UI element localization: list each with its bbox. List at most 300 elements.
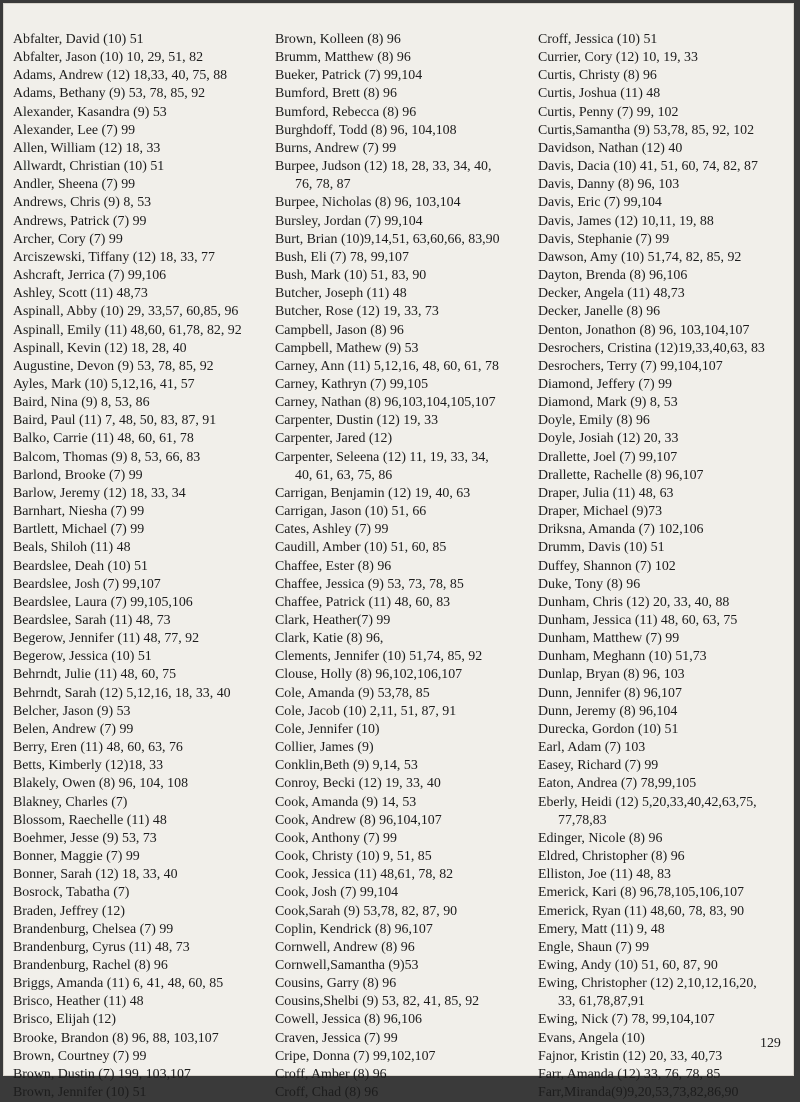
- index-entry-text: Curtis, Joshua (11) 48: [538, 86, 661, 102]
- index-entry: [13, 939, 268, 957]
- index-entry-text: Currier, Cory (12) 10, 19, 33: [538, 50, 698, 66]
- index-entry: [275, 194, 535, 212]
- index-entry-text: Barlond, Brooke (7) 99: [13, 467, 143, 483]
- index-entry-text: Bueker, Patrick (7) 99,104: [275, 68, 423, 84]
- index-entry-text: Easey, Richard (7) 99: [538, 758, 659, 774]
- index-entry: [538, 903, 793, 921]
- index-entry-text: Doyle, Emily (8) 96: [538, 413, 650, 429]
- index-entry: [538, 303, 793, 321]
- index-entry: [275, 122, 535, 140]
- index-entry: [538, 1084, 793, 1102]
- index-entry-text: Emerick, Kari (8) 96,78,105,106,107: [538, 885, 744, 901]
- index-entry: [538, 921, 793, 939]
- index-entry: [275, 739, 535, 757]
- index-entry: [13, 703, 268, 721]
- index-entry: [538, 285, 793, 303]
- index-entry: [275, 666, 535, 684]
- index-entry: [538, 576, 793, 594]
- index-entry: [13, 322, 268, 340]
- index-entry-text: Brooke, Brandon (8) 96, 88, 103,107: [13, 1030, 219, 1046]
- index-entry: [13, 140, 268, 158]
- index-entry-text: Duke, Tony (8) 96: [538, 576, 641, 592]
- index-entry: [13, 358, 268, 376]
- index-entry: [13, 249, 268, 267]
- index-entry-text: Durecka, Gordon (10) 51: [538, 721, 679, 737]
- index-entry-text: Davis, Dacia (10) 41, 51, 60, 74, 82, 87: [538, 159, 758, 175]
- index-entry-text: Croff, Amber (8) 96: [275, 1066, 387, 1082]
- index-entry-text: Andler, Sheena (7) 99: [13, 177, 136, 193]
- index-entry: [13, 285, 268, 303]
- index-entry: [275, 757, 535, 775]
- index-entry-text: Coplin, Kendrick (8) 96,107: [275, 921, 433, 937]
- index-entry-text: Beardslee, Laura (7) 99,105,106: [13, 594, 193, 610]
- index-entry: [275, 213, 535, 231]
- index-entry: [538, 721, 793, 739]
- index-entry: [13, 739, 268, 757]
- index-entry: [538, 739, 793, 757]
- index-entry-continuation: 77,78,83: [558, 812, 607, 828]
- index-entry-text: Emerick, Ryan (11) 48,60, 78, 83, 90: [538, 903, 745, 919]
- index-entry-text: Butcher, Joseph (11) 48: [275, 286, 407, 302]
- index-entry-text: Cripe, Donna (7) 99,102,107: [275, 1048, 436, 1064]
- index-entry: [13, 812, 268, 830]
- index-entry: [13, 612, 268, 630]
- index-entry-text: Brown, Courtney (7) 99: [13, 1048, 147, 1064]
- index-entry-text: Campbell, Jason (8) 96: [275, 322, 404, 338]
- index-entry: [13, 104, 268, 122]
- index-entry: [538, 213, 793, 231]
- index-entry: [275, 521, 535, 539]
- index-entry-text: Balcom, Thomas (9) 8, 53, 66, 83: [13, 449, 201, 465]
- index-entry: [13, 1048, 268, 1066]
- index-entry: [275, 721, 535, 739]
- index-entry: [13, 194, 268, 212]
- index-entry: [538, 757, 793, 775]
- index-entry: [275, 322, 535, 340]
- index-entry-text: Ashcraft, Jerrica (7) 99,106: [13, 268, 167, 284]
- index-entry: [538, 485, 793, 503]
- index-entry-text: Ewing, Andy (10) 51, 60, 87, 90: [538, 957, 718, 973]
- index-entry-text: Cole, Jacob (10) 2,11, 51, 87, 91: [275, 703, 457, 719]
- index-entry-text: Dunham, Meghann (10) 51,73: [538, 649, 707, 665]
- index-entry: [275, 576, 535, 594]
- index-entry-text: Draper, Julia (11) 48, 63: [538, 485, 674, 501]
- index-entry: [538, 612, 793, 630]
- index-entry: [275, 67, 535, 85]
- index-entry: [275, 1030, 535, 1048]
- index-entry-text: Belen, Andrew (7) 99: [13, 721, 134, 737]
- index-entry-text: Davis, James (12) 10,11, 19, 88: [538, 213, 714, 229]
- index-entry: [13, 794, 268, 812]
- index-entry-text: Dunlap, Bryan (8) 96, 103: [538, 667, 685, 683]
- index-entry-text: Davis, Stephanie (7) 99: [538, 231, 670, 247]
- index-entry-text: Adams, Andrew (12) 18,33, 40, 75, 88: [13, 68, 228, 84]
- index-entry-text: Elliston, Joe (11) 48, 83: [538, 867, 671, 883]
- index-entry-text: Cowell, Jessica (8) 96,106: [275, 1012, 422, 1028]
- index-entry: [538, 794, 793, 830]
- index-entry-text: Aspinall, Kevin (12) 18, 28, 40: [13, 340, 187, 356]
- index-entry-text: Dunham, Matthew (7) 99: [538, 631, 680, 647]
- index-entry: [275, 648, 535, 666]
- index-entry-text: Andrews, Patrick (7) 99: [13, 213, 147, 229]
- index-entry: [538, 158, 793, 176]
- index-entry: [275, 558, 535, 576]
- index-entry-text: Allen, William (12) 18, 33: [13, 140, 161, 156]
- index-entry: [538, 503, 793, 521]
- index-entry: [538, 1011, 793, 1029]
- index-entry-text: Chaffee, Ester (8) 96: [275, 558, 392, 574]
- index-entry: [13, 303, 268, 321]
- index-entry: [538, 939, 793, 957]
- index-entry-text: Blakney, Charles (7): [13, 794, 128, 810]
- index-entry: [275, 630, 535, 648]
- index-entry: [538, 31, 793, 49]
- index-entry: [275, 231, 535, 249]
- index-entry-text: Bosrock, Tabatha (7): [13, 885, 130, 901]
- page-number: 129: [760, 1036, 781, 1051]
- index-entry-text: Desrochers, Cristina (12)19,33,40,63, 83: [538, 340, 765, 356]
- index-entry-text: Draper, Michael (9)73: [538, 504, 663, 520]
- index-entry: [275, 794, 535, 812]
- index-entry-text: Blakely, Owen (8) 96, 104, 108: [13, 776, 189, 792]
- index-entry-text: Earl, Adam (7) 103: [538, 740, 646, 756]
- index-entry: [13, 903, 268, 921]
- index-entry: [538, 430, 793, 448]
- index-entry: [275, 104, 535, 122]
- index-entry-text: Dunn, Jennifer (8) 96,107: [538, 685, 682, 701]
- index-entry: [538, 231, 793, 249]
- index-entry: [275, 903, 535, 921]
- index-entry-text: Desrochers, Terry (7) 99,104,107: [538, 358, 723, 374]
- index-entry-text: Carney, Nathan (8) 96,103,104,105,107: [275, 395, 496, 411]
- index-entry: [538, 866, 793, 884]
- index-entry: [275, 812, 535, 830]
- index-entry-text: Decker, Angela (11) 48,73: [538, 286, 685, 302]
- index-entry: [13, 485, 268, 503]
- index-entry-text: Dawson, Amy (10) 51,74, 82, 85, 92: [538, 249, 742, 265]
- index-entry: [13, 975, 268, 993]
- index-entry: [538, 685, 793, 703]
- index-entry-text: Dunn, Jeremy (8) 96,104: [538, 703, 678, 719]
- index-entry: [13, 993, 268, 1011]
- index-entry: [275, 376, 535, 394]
- index-entry-text: Bartlett, Michael (7) 99: [13, 522, 145, 538]
- index-entry: [275, 612, 535, 630]
- index-entry-text: Beardslee, Josh (7) 99,107: [13, 576, 161, 592]
- index-entry: [275, 703, 535, 721]
- index-entry: [538, 848, 793, 866]
- index-entry-text: Boehmer, Jesse (9) 53, 73: [13, 830, 157, 846]
- index-entry: [275, 1011, 535, 1029]
- index-entry: [13, 721, 268, 739]
- index-entry-text: Farr, Amanda (12) 33, 76, 78, 85: [538, 1066, 721, 1082]
- index-entry-text: Decker, Janelle (8) 96: [538, 304, 661, 320]
- index-entry: [538, 412, 793, 430]
- index-entry-text: Evans, Angela (10): [538, 1030, 645, 1046]
- index-entry: [275, 85, 535, 103]
- index-entry-text: Arciszewski, Tiffany (12) 18, 33, 77: [13, 249, 215, 265]
- index-entry-text: Farr,Miranda(9)9,20,53,73,82,86,90: [538, 1085, 739, 1101]
- index-entry-text: Adams, Bethany (9) 53, 78, 85, 92: [13, 86, 206, 102]
- index-entry: [275, 449, 535, 485]
- index-entry-text: Brown, Dustin (7) 199, 103,107: [13, 1066, 191, 1082]
- index-entry-text: Cook, Amanda (9) 14, 53: [275, 794, 417, 810]
- index-entry: [275, 939, 535, 957]
- index-entry: [538, 322, 793, 340]
- index-entry: [275, 993, 535, 1011]
- index-entry: [13, 775, 268, 793]
- index-entry-text: Brumm, Matthew (8) 96: [275, 50, 411, 66]
- index-entry-text: Edinger, Nicole (8) 96: [538, 830, 663, 846]
- index-entry: [275, 485, 535, 503]
- index-entry-text: Bonner, Maggie (7) 99: [13, 849, 140, 865]
- index-entry: [13, 1030, 268, 1048]
- index-entry-text: Barlow, Jeremy (12) 18, 33, 34: [13, 485, 186, 501]
- index-entry-text: Cousins,Shelbi (9) 53, 82, 41, 85, 92: [275, 994, 480, 1010]
- index-entry: [538, 122, 793, 140]
- index-entry-text: Carrigan, Jason (10) 51, 66: [275, 504, 427, 520]
- index-entry: [13, 884, 268, 902]
- index-entry-text: Cook, Josh (7) 99,104: [275, 885, 399, 901]
- index-entry: [538, 449, 793, 467]
- index-entry-text: Clark, Heather(7) 99: [275, 613, 391, 628]
- index-entry-text: Burpee, Nicholas (8) 96, 103,104: [275, 195, 461, 211]
- index-entry: [538, 884, 793, 902]
- index-entry-text: Aspinall, Emily (11) 48,60, 61,78, 82, 92: [13, 322, 242, 338]
- index-entry-text: Abfalter, Jason (10) 10, 29, 51, 82: [13, 50, 204, 66]
- index-entry: [275, 31, 535, 49]
- index-entry-text: Archer, Cory (7) 99: [13, 231, 123, 247]
- index-entry-text: Cole, Amanda (9) 53,78, 85: [275, 685, 430, 701]
- index-entry-text: Alexander, Kasandra (9) 53: [13, 104, 167, 120]
- index-entry: [538, 703, 793, 721]
- index-entry: [538, 358, 793, 376]
- index-entry: [538, 267, 793, 285]
- index-entry-text: Aspinall, Abby (10) 29, 33,57, 60,85, 96: [13, 304, 239, 320]
- index-entry-text: Craven, Jessica (7) 99: [275, 1030, 398, 1046]
- index-entry-text: Curtis, Christy (8) 96: [538, 68, 657, 84]
- index-entry: [13, 685, 268, 703]
- index-entry: [538, 67, 793, 85]
- index-entry: [538, 194, 793, 212]
- index-entry: [13, 921, 268, 939]
- index-entry-text: Bumford, Brett (8) 96: [275, 86, 397, 102]
- index-entry: [13, 1084, 268, 1102]
- index-entry: [275, 1066, 535, 1084]
- index-entry: [538, 176, 793, 194]
- index-entry-text: Burns, Andrew (7) 99: [275, 140, 397, 156]
- index-entry-text: Burpee, Judson (12) 18, 28, 33, 34, 40,: [275, 159, 492, 175]
- index-entry: [275, 358, 535, 376]
- index-entry: [275, 1084, 535, 1102]
- index-entry-text: Abfalter, David (10) 51: [13, 32, 144, 47]
- index-entry-text: Blossom, Raechelle (11) 48: [13, 812, 167, 828]
- index-entry-text: Bonner, Sarah (12) 18, 33, 40: [13, 867, 178, 883]
- index-entry: [538, 140, 793, 158]
- index-entry: [538, 340, 793, 358]
- index-entry-text: Eaton, Andrea (7) 78,99,105: [538, 776, 697, 792]
- index-entry: [538, 775, 793, 793]
- index-entry: [538, 85, 793, 103]
- index-entry-text: Diamond, Mark (9) 8, 53: [538, 395, 678, 411]
- index-entry-text: Cornwell, Andrew (8) 96: [275, 939, 415, 955]
- index-entry-text: Brandenburg, Cyrus (11) 48, 73: [13, 939, 190, 955]
- index-entry: [13, 412, 268, 430]
- index-entry-text: Dunham, Chris (12) 20, 33, 40, 88: [538, 594, 730, 610]
- index-entry-text: Fajnor, Kristin (12) 20, 33, 40,73: [538, 1048, 723, 1064]
- index-column-2: [275, 31, 535, 1102]
- index-entry: [538, 957, 793, 975]
- index-entry: [275, 921, 535, 939]
- index-entry-continuation: 76, 78, 87: [295, 177, 351, 193]
- index-entry: [13, 49, 268, 67]
- index-entry-text: Cook, Anthony (7) 99: [275, 830, 397, 846]
- index-entry: [538, 376, 793, 394]
- index-entry-text: Curtis, Penny (7) 99, 102: [538, 104, 679, 120]
- index-entry: [13, 957, 268, 975]
- index-entry: [13, 31, 268, 49]
- index-entry-text: Butcher, Rose (12) 19, 33, 73: [275, 304, 439, 320]
- index-entry-text: Campbell, Mathew (9) 53: [275, 340, 419, 356]
- index-entry-text: Bush, Mark (10) 51, 83, 90: [275, 268, 427, 284]
- index-entry-text: Betts, Kimberly (12)18, 33: [13, 758, 164, 774]
- index-entry-text: Balko, Carrie (11) 48, 60, 61, 78: [13, 431, 194, 447]
- index-entry: [538, 558, 793, 576]
- index-entry-text: Begerow, Jennifer (11) 48, 77, 92: [13, 631, 200, 647]
- index-entry-text: Barnhart, Niesha (7) 99: [13, 504, 145, 520]
- index-entry: [13, 213, 268, 231]
- index-entry-text: Clouse, Holly (8) 96,102,106,107: [275, 667, 463, 683]
- index-entry: [538, 249, 793, 267]
- index-entry-text: Collier, James (9): [275, 740, 374, 756]
- index-entry-text: Driksna, Amanda (7) 102,106: [538, 522, 704, 538]
- index-entry: [13, 394, 268, 412]
- index-entry: [13, 467, 268, 485]
- index-entry: [13, 630, 268, 648]
- index-entry-text: Carney, Ann (11) 5,12,16, 48, 60, 61, 78: [275, 358, 499, 374]
- index-entry: [275, 539, 535, 557]
- index-entry-text: Davidson, Nathan (12) 40: [538, 140, 683, 156]
- index-entry-text: Brandenburg, Chelsea (7) 99: [13, 921, 174, 937]
- index-entry: [13, 576, 268, 594]
- index-entry: [13, 176, 268, 194]
- index-entry: [538, 975, 793, 1011]
- index-entry: [13, 158, 268, 176]
- index-entry: [13, 648, 268, 666]
- index-entry: [275, 775, 535, 793]
- index-entry-text: Carpenter, Jared (12): [275, 431, 393, 447]
- index-entry: [538, 666, 793, 684]
- index-entry-text: Drallette, Joel (7) 99,107: [538, 449, 678, 465]
- index-entry-text: Chaffee, Patrick (11) 48, 60, 83: [275, 594, 451, 610]
- index-entry-text: Braden, Jeffrey (12): [13, 903, 125, 919]
- index-entry-text: Bush, Eli (7) 78, 99,107: [275, 249, 409, 265]
- index-entry: [13, 267, 268, 285]
- index-entry-text: Cousins, Garry (8) 96: [275, 976, 397, 992]
- index-entry-text: Eldred, Christopher (8) 96: [538, 849, 685, 865]
- index-entry-text: Diamond, Jeffery (7) 99: [538, 376, 672, 392]
- index-entry: [538, 630, 793, 648]
- index-entry: [13, 449, 268, 467]
- index-entry-text: Beardslee, Deah (10) 51: [13, 558, 148, 574]
- index-entry: [13, 848, 268, 866]
- index-entry: [538, 104, 793, 122]
- index-entry: [13, 376, 268, 394]
- index-entry-text: Conklin,Beth (9) 9,14, 53: [275, 758, 418, 774]
- index-entry-text: Davis, Danny (8) 96, 103: [538, 177, 680, 193]
- index-entry: [13, 558, 268, 576]
- index-entry: [13, 866, 268, 884]
- index-entry-text: Beals, Shiloh (11) 48: [13, 540, 131, 556]
- index-entry: [13, 757, 268, 775]
- index-entry-text: Carpenter, Dustin (12) 19, 33: [275, 413, 439, 429]
- index-entry: [13, 539, 268, 557]
- index-entry-text: Caudill, Amber (10) 51, 60, 85: [275, 540, 447, 556]
- index-entry: [275, 158, 535, 194]
- index-entry-text: Doyle, Josiah (12) 20, 33: [538, 431, 679, 447]
- index-entry: [275, 594, 535, 612]
- index-entry: [538, 648, 793, 666]
- index-entry-text: Brisco, Elijah (12): [13, 1012, 116, 1028]
- index-entry-text: Cook, Jessica (11) 48,61, 78, 82: [275, 867, 454, 883]
- index-entry-text: Briggs, Amanda (11) 6, 41, 48, 60, 85: [13, 976, 224, 992]
- index-entry-text: Brown, Kolleen (8) 96: [275, 32, 401, 47]
- index-entry: [538, 1030, 793, 1048]
- index-entry: [275, 412, 535, 430]
- index-entry-text: Andrews, Chris (9) 8, 53: [13, 195, 152, 211]
- index-entry-text: Drallette, Rachelle (8) 96,107: [538, 467, 704, 483]
- index-entry: [275, 394, 535, 412]
- index-entry-text: Ewing, Christopher (12) 2,10,12,16,20,: [538, 976, 757, 992]
- index-entry-text: Begerow, Jessica (10) 51: [13, 649, 152, 665]
- index-entry: [275, 140, 535, 158]
- index-entry: [13, 231, 268, 249]
- index-entry: [13, 503, 268, 521]
- index-page: [3, 3, 794, 1101]
- index-entry-text: Behrndt, Julie (11) 48, 60, 75: [13, 667, 177, 683]
- index-entry-text: Bumford, Rebecca (8) 96: [275, 104, 417, 120]
- index-entry: [275, 430, 535, 448]
- index-entry: [13, 1011, 268, 1029]
- index-entry: [13, 666, 268, 684]
- index-entry-text: Denton, Jonathon (8) 96, 103,104,107: [538, 322, 750, 338]
- index-entry-text: Dunham, Jessica (11) 48, 60, 63, 75: [538, 613, 738, 628]
- index-entry-text: Clements, Jennifer (10) 51,74, 85, 92: [275, 649, 483, 665]
- index-entry-text: Cates, Ashley (7) 99: [275, 522, 389, 538]
- index-entry-text: Ashley, Scott (11) 48,73: [13, 286, 148, 302]
- index-entry: [275, 884, 535, 902]
- index-entry-continuation: 40, 61, 63, 75, 86: [295, 467, 393, 483]
- index-entry-text: Belcher, Jason (9) 53: [13, 703, 131, 719]
- index-entry-text: Brown, Jennifer (10) 51: [13, 1085, 147, 1101]
- index-entry: [275, 957, 535, 975]
- index-entry: [538, 49, 793, 67]
- index-entry: [275, 249, 535, 267]
- index-column-3: [538, 31, 793, 1102]
- index-entry: [275, 303, 535, 321]
- index-entry: [275, 975, 535, 993]
- index-entry-text: Croff, Chad (8) 96: [275, 1085, 379, 1101]
- index-entry: [275, 830, 535, 848]
- index-entry: [275, 340, 535, 358]
- index-entry-text: Berry, Eren (11) 48, 60, 63, 76: [13, 740, 183, 756]
- index-entry-text: Drumm, Davis (10) 51: [538, 540, 665, 556]
- index-entry-text: Croff, Jessica (10) 51: [538, 32, 658, 47]
- index-entry: [538, 521, 793, 539]
- index-entry: [275, 866, 535, 884]
- index-entry-text: Ayles, Mark (10) 5,12,16, 41, 57: [13, 376, 195, 392]
- index-entry-text: Chaffee, Jessica (9) 53, 73, 78, 85: [275, 576, 464, 592]
